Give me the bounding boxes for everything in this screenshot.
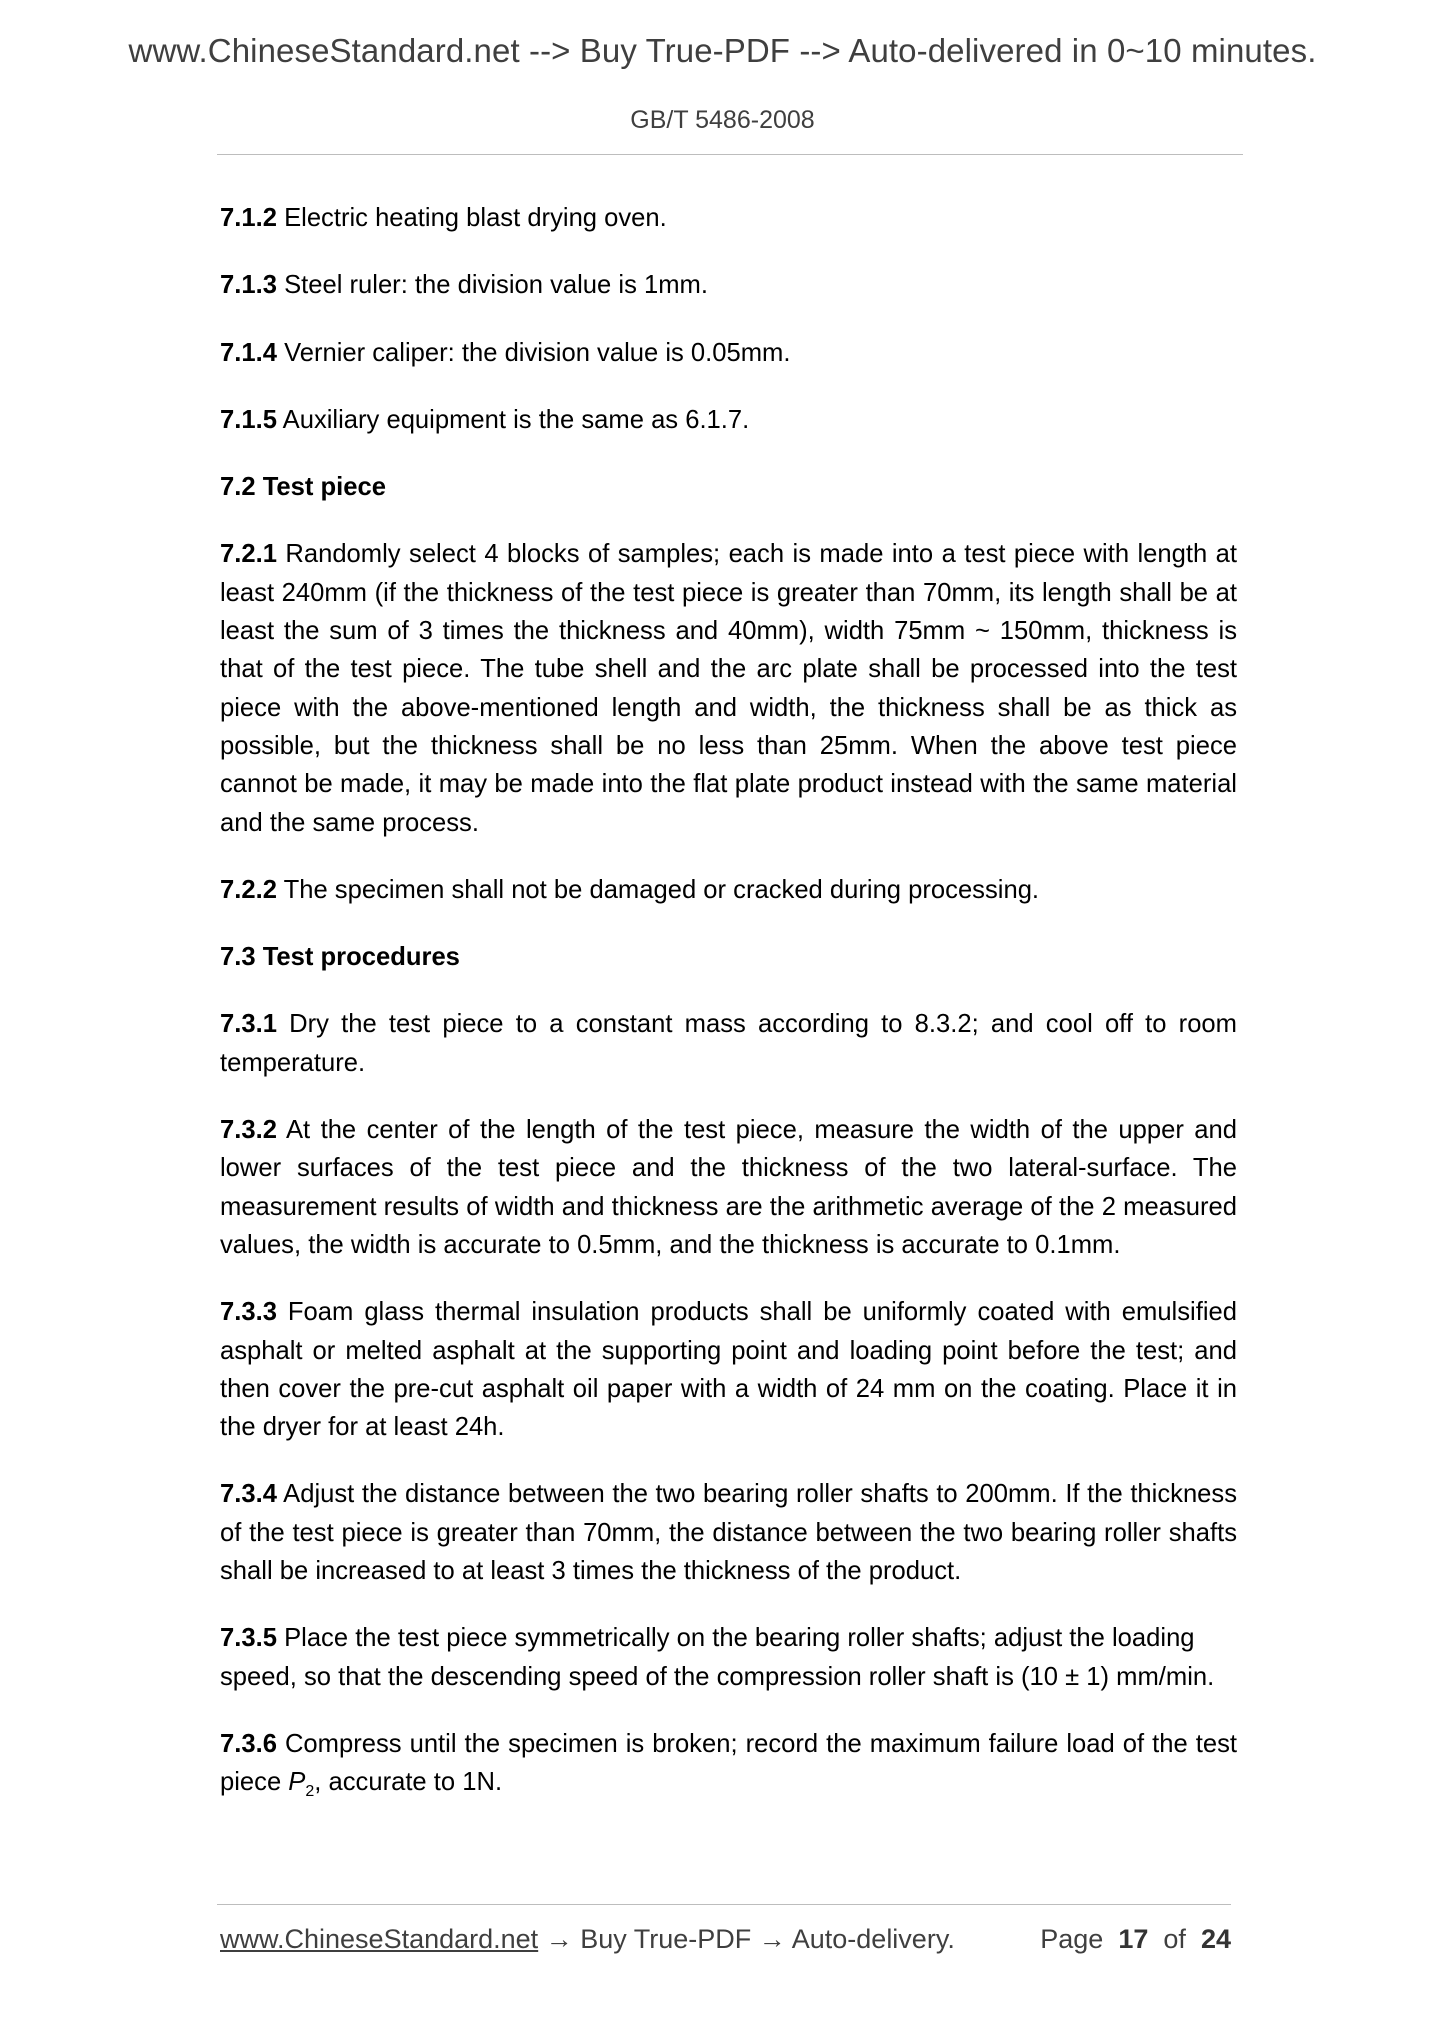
clause-text: The specimen shall not be damaged or cracked during processing. — [283, 875, 1040, 904]
clause-text: Compress until the specimen is broken; record the maximum failure load of the test piece — [220, 1729, 1237, 1797]
of-label: of — [1163, 1924, 1186, 1954]
clause-text: Foam glass thermal insulation products shall be uniformly coated with emulsified asphalt or melted asphalt at the supporting point and loading point before the test; and then cover the pre-cut asphalt oil paper with a width of 24 mm on the coating. Place it in the dryer for at least 24h. — [220, 1298, 1237, 1442]
clause-number: 7.1.5 — [220, 405, 277, 434]
footer-tagline: → Buy True-PDF → Auto-delivery. — [538, 1924, 955, 1954]
clause-number: 7.3.3 — [220, 1298, 277, 1327]
clause-number: 7.3.2 — [220, 1116, 277, 1145]
total-pages: 24 — [1200, 1924, 1231, 1954]
clause-7-1-5 — [220, 401, 1237, 439]
clause-7-3-5 — [220, 1619, 1237, 1696]
clause-number: 7.2.1 — [220, 540, 277, 569]
clause-number: 7.3.6 — [220, 1729, 277, 1758]
clause-7-1-4 — [220, 334, 1237, 372]
footer-divider — [217, 1904, 1231, 1905]
clause-number: 7.3.5 — [220, 1624, 277, 1653]
clause-7-1-3 — [220, 266, 1237, 304]
page-footer — [220, 1924, 1231, 1955]
clause-text-line-1: Place the test piece symmetrically on the bearing roller shafts; adjust the loading — [284, 1624, 1195, 1653]
document-id: GB/T 5486-2008 — [630, 106, 815, 134]
site-banner: www.ChineseStandard.net --> Buy True-PDF --> Auto-delivered in 0~10 minutes. — [128, 32, 1317, 69]
clause-number: 7.2.2 — [220, 875, 277, 904]
clause-7-3-2 — [220, 1111, 1237, 1264]
clause-7-3-3 — [220, 1293, 1237, 1446]
clause-7-2-1 — [220, 535, 1237, 841]
clause-text: Randomly select 4 blocks of samples; each is made into a test piece with length at least 240mm (if the thickness of the test piece is greater than 70mm, its length shall be at least the sum of 3 times the thickness and 40mm), width 75mm ~ 150mm, thickness is that of the test piece. The tube shell and the arc plate shall be processed into the test piece with the above-mentioned length and width, the thickness shall be as thick as possible, but the thickness shall be no less than 25mm. When the above test piece cannot be made, it may be made into the flat plate product instead with the same material and the same process. — [220, 540, 1237, 837]
section-heading-7-2: 7.2 Test piece — [220, 473, 386, 502]
clause-text-line-2: speed, so that the descending speed of the compression roller shaft is (10 ± 1) mm/min. — [220, 1662, 1215, 1691]
clause-text: Electric heating blast drying oven. — [284, 204, 667, 232]
clause-number: 7.1.2 — [220, 204, 277, 232]
page-indicator — [1040, 1924, 1231, 1955]
current-page-number: 17 — [1118, 1924, 1149, 1954]
clause-number: 7.3.1 — [220, 1010, 277, 1039]
footer-site-link[interactable]: www.ChineseStandard.net — [220, 1924, 539, 1954]
document-body — [220, 199, 1237, 1841]
clause-text-end: , accurate to 1N. — [314, 1768, 503, 1797]
clause-7-2-2 — [220, 871, 1237, 909]
clause-text: Steel ruler: the division value is 1mm. — [284, 271, 708, 300]
clause-number: 7.3.4 — [220, 1480, 277, 1509]
clause-7-3-1 — [220, 1005, 1237, 1082]
header-divider — [217, 154, 1243, 155]
clause-number: 7.1.3 — [220, 271, 277, 300]
variable-symbol: P — [288, 1768, 306, 1797]
clause-7-3-4 — [220, 1475, 1237, 1590]
clause-text: At the center of the length of the test piece, measure the width of the upper and lower surfaces of the test piece and the thickness of the two lateral-surface. The measurement results of width and thickness are the arithmetic average of the 2 measured values, the width is accurate to 0.5mm, and the thickness is accurate to 0.1mm. — [220, 1116, 1237, 1259]
variable-subscript: 2 — [305, 1783, 315, 1801]
clause-7-1-2 — [220, 199, 1237, 237]
clause-7-3-6 — [220, 1725, 1237, 1812]
clause-text: Dry the test piece to a constant mass according to 8.3.2; and cool off to room temperature. — [220, 1010, 1237, 1077]
clause-number: 7.1.4 — [220, 338, 277, 367]
section-heading-7-3: 7.3 Test procedures — [220, 943, 460, 972]
clause-text: Vernier caliper: the division value is 0.05mm. — [284, 338, 791, 367]
clause-text: Adjust the distance between the two bearing roller shafts to 200mm. If the thickness of the test piece is greater than 70mm, the distance between the two bearing roller shafts shall be increased to at least 3 times the thickness of the product. — [220, 1480, 1238, 1586]
page-label: Page — [1040, 1924, 1104, 1954]
clause-text: Auxiliary equipment is the same as 6.1.7. — [282, 405, 750, 434]
